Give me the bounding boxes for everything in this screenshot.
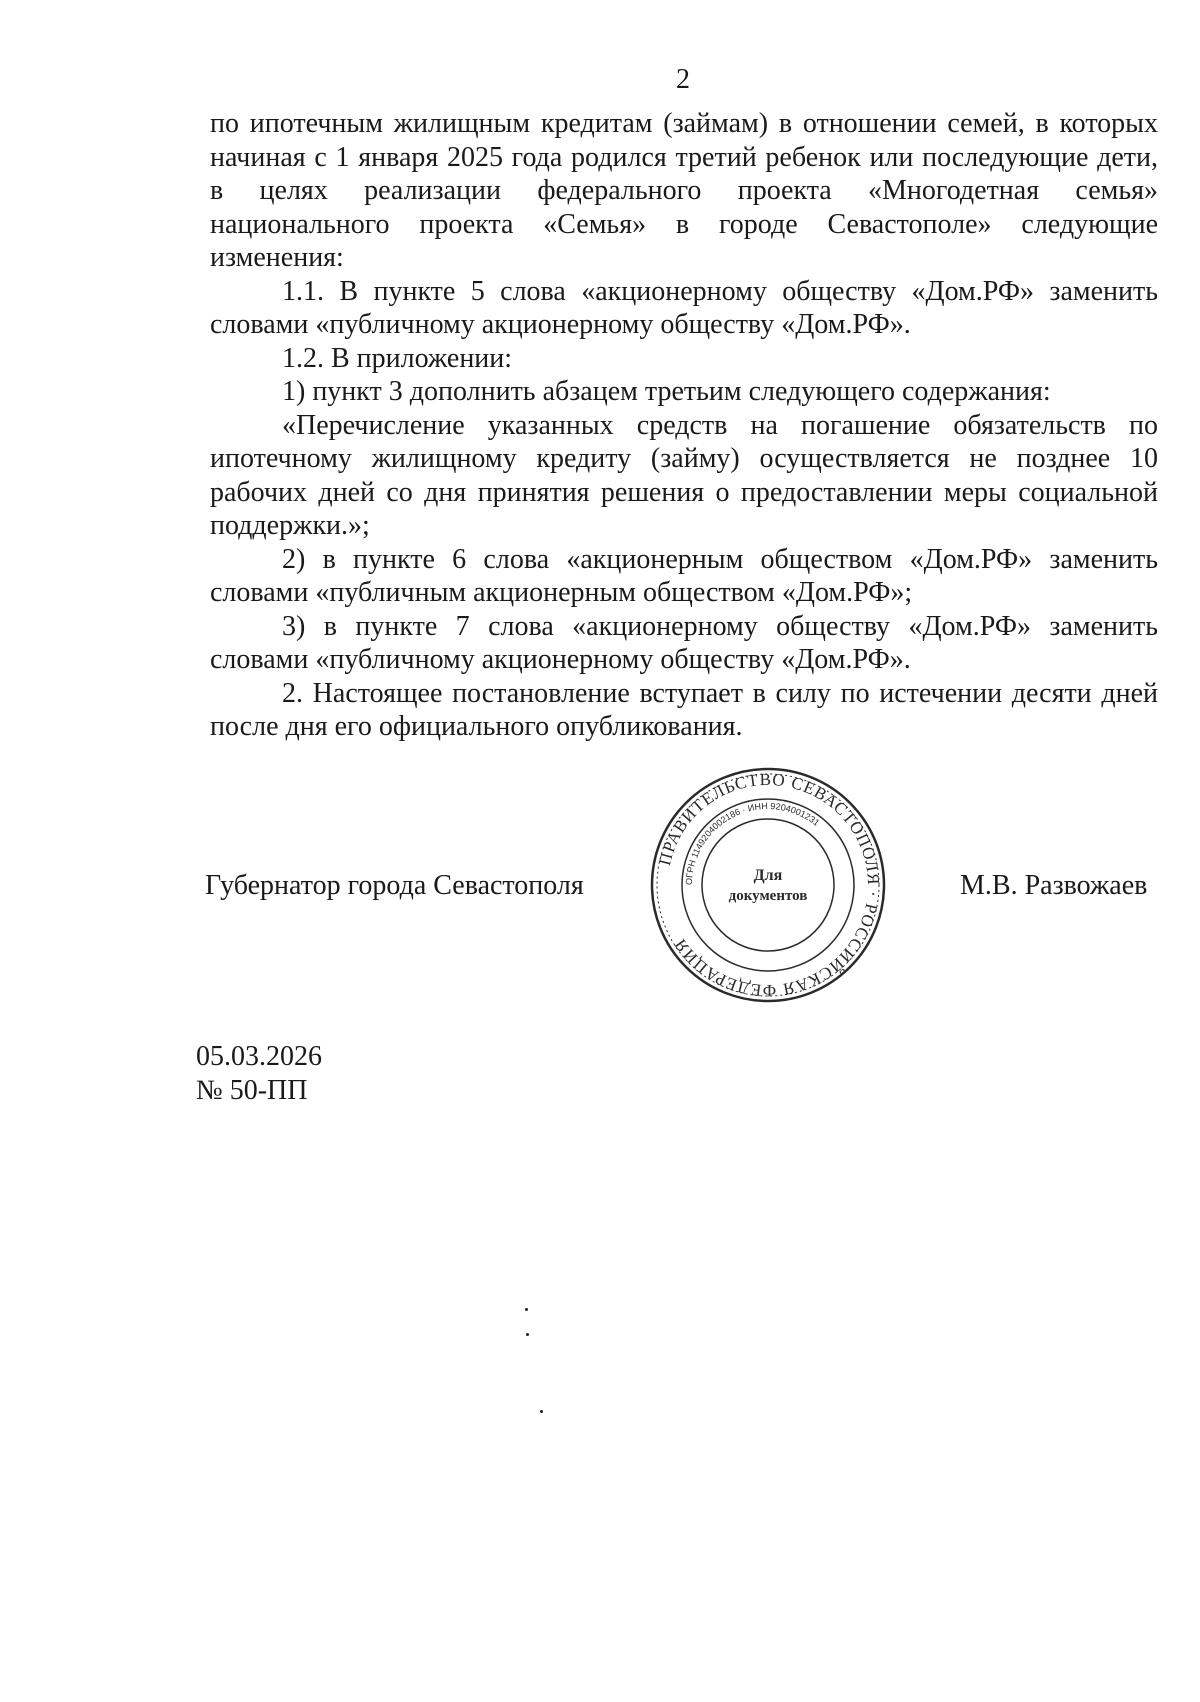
paragraph-quote: «Перечисление указанных средств на погашение обязательств по ипотечному жилищному кредиту (займу) осуществляется не позднее 10 рабочих дней со дня принятия решения о предоставлении меры социальной поддержки.»;: [210, 409, 1158, 541]
paragraph-1-2: 1.2. В приложении:: [282, 342, 513, 374]
signer-name: М.В. Развожаев: [960, 870, 1148, 901]
scan-speck: [526, 1333, 529, 1336]
paragraph-intro: по ипотечным жилищным кредитам (займам) в отношении семей, в которых начиная с 1 января 2025 года родился третий ребенок или последующие дети, в целях реализации федерального проекта «Многодетная семья» национального проекта «Семья» в городе Севастополе» следующие изменения:: [210, 108, 1158, 273]
document-number: № 50-ПП: [196, 1075, 308, 1106]
document-meta: [196, 1040, 322, 1108]
seal-inner-text: ОГРН 1149204002186 · ИНН 9204001231: [683, 800, 822, 886]
paragraph-item-2: 2) в пункте 6 слова «акционерным обществом «Дом.РФ» заменить словами «публичным акционерным обществом «Дом.РФ»;: [210, 543, 1158, 608]
scan-speck: [540, 1410, 543, 1413]
seal-center-line-1: Для: [753, 867, 783, 884]
paragraph-item-1: 1) пункт 3 дополнить абзацем третьим следующего содержания:: [282, 376, 1051, 407]
page-number: 2: [676, 64, 690, 95]
svg-text:ОГРН 1149204002186 · ИНН 92040: [684, 801, 821, 885]
official-seal: [648, 765, 888, 1005]
document-body: [210, 107, 1158, 744]
document-date: 05.03.2026: [196, 1041, 322, 1072]
seal-outer-text: ПРАВИТЕЛЬСТВО СЕВАСТОПОЛЯ · РОССИЙСКАЯ ФЕДЕРАЦИЯ: [655, 769, 884, 1001]
paragraph-1-1: 1.1. В пункте 5 слова «акционерному обществу «Дом.РФ» заменить словами «публичному акционерному обществу «Дом.РФ».: [210, 275, 1158, 340]
seal-center-line-2: документов: [728, 888, 808, 904]
scan-speck: [525, 1308, 528, 1311]
paragraph-item-3: 3) в пункте 7 слова «акционерному обществу «Дом.РФ» заменить словами «публичному акционерному обществу «Дом.РФ».: [210, 610, 1158, 675]
signer-title: Губернатор города Севастополя: [205, 870, 584, 901]
paragraph-2: 2. Настоящее постановление вступает в силу по истечении десяти дней после дня его официального опубликования.: [210, 677, 1158, 742]
